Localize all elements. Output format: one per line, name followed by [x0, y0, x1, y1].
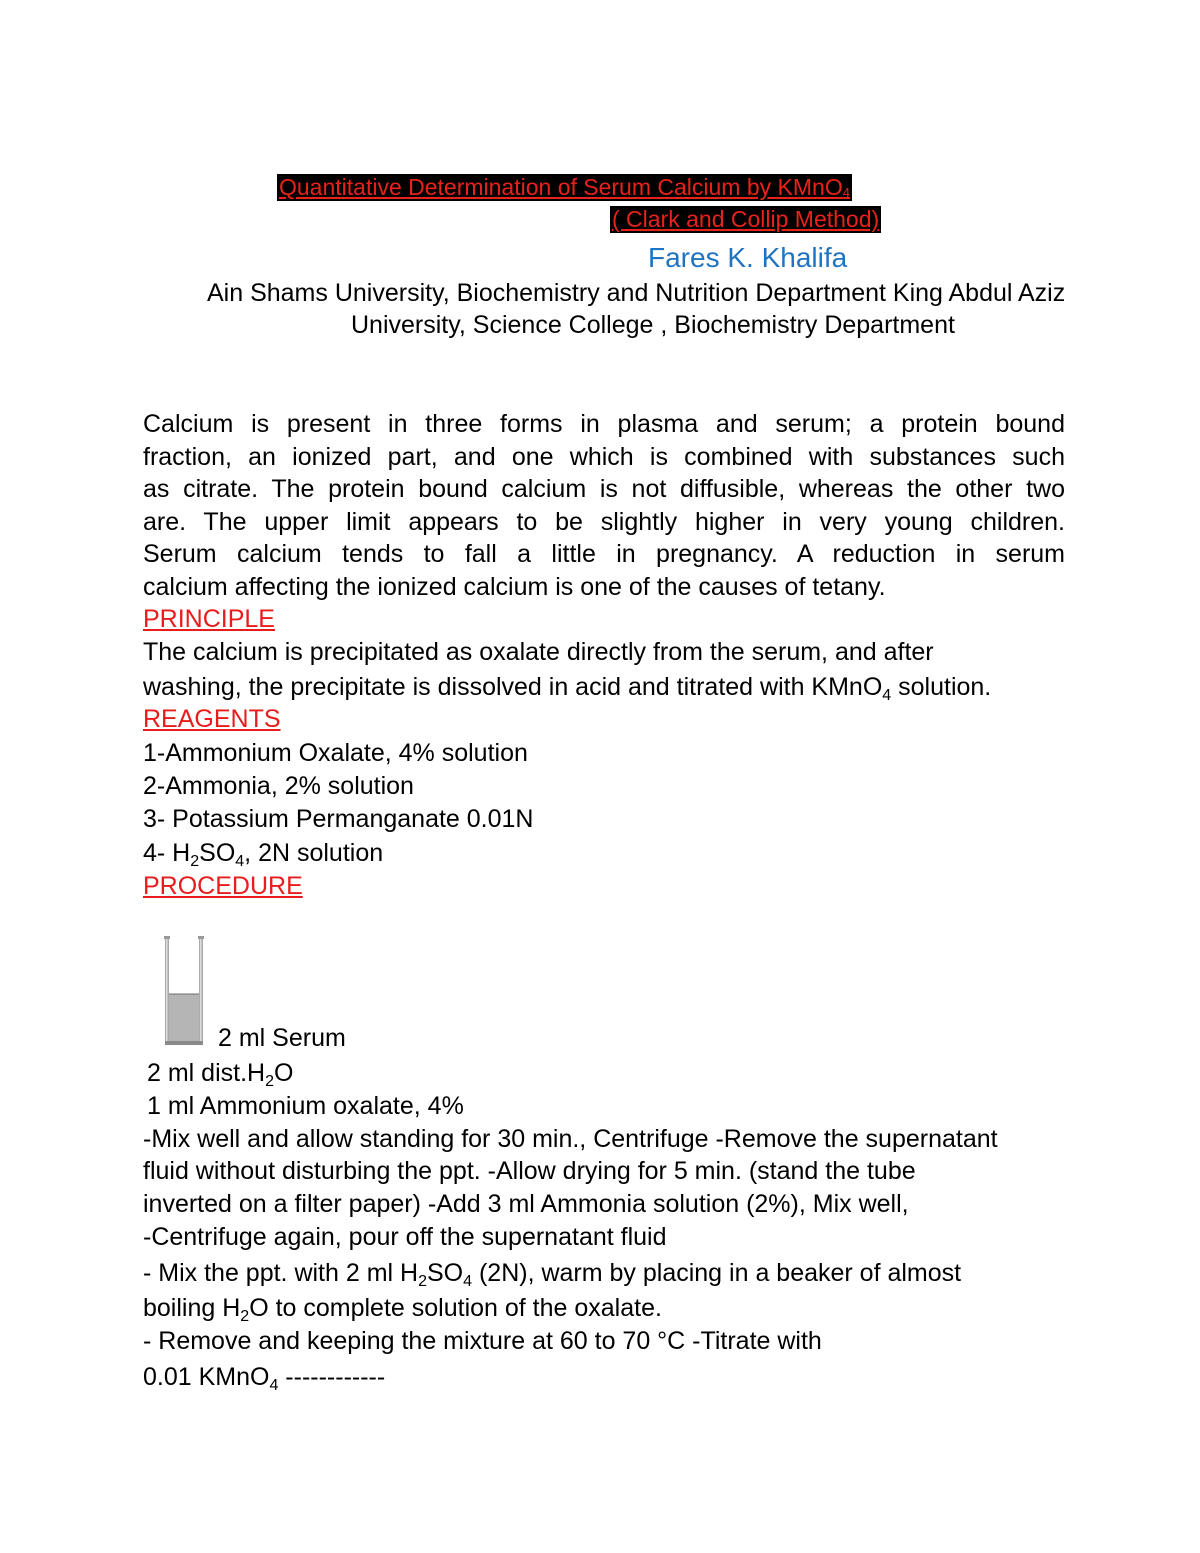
serum-label: 2 ml Serum — [218, 1024, 346, 1052]
procedure-step-line-2: fluid without disturbing the ppt. -Allow drying for 5 min. (stand the tube — [143, 1157, 916, 1185]
procedure-step-line-3: inverted on a filter paper) -Add 3 ml Ammonia solution (2%), Mix well, — [143, 1190, 909, 1218]
procedure-step-line-4: -Centrifuge again, pour off the supernatant fluid — [143, 1223, 667, 1251]
affiliation-line-2: University, Science College , Biochemistry Department — [351, 311, 955, 339]
reagent-item-4: 4- $H_2SO_4$, 2N solution — [143, 839, 384, 870]
principle-line-1: The calcium is precipitated as oxalate directly from the serum, and after — [143, 638, 934, 666]
intro-line: Calcium is present in three forms in plasma and serum; a protein bound — [143, 410, 1065, 438]
intro-line: are. The upper limit appears to be slightly higher in very young children. — [143, 507, 1065, 536]
reagent-item-3: 3- Potassium Permanganate 0.01N — [143, 805, 534, 833]
intro-line: as citrate. The protein bound calcium is not diffusible, whereas the other two — [143, 475, 1065, 504]
author-name: Fares K. Khalifa — [648, 242, 848, 273]
oxalate-line: 1 ml Ammonium oxalate, 4% — [147, 1092, 464, 1120]
reagent-item-2: 2-Ammonia, 2% solution — [143, 772, 414, 800]
procedure-step-line-5: - Mix the ppt. with 2 ml $H_2SO_4$ (2N), warm by placing in a beaker of almost — [143, 1259, 962, 1290]
test-tube-icon — [162, 936, 206, 1046]
intro-line: Serum calcium tends to fall a little in pregnancy. A reduction in serum — [143, 540, 1065, 569]
principle-line-2: washing, the precipitate is dissolved in acid and titrated with KMnO$_4$ solution. — [143, 673, 992, 704]
affiliation-line-1: Ain Shams University, Biochemistry and Nutrition Department King Abdul Aziz — [207, 279, 1066, 307]
intro-line: calcium affecting the ionized calcium is one of the causes of tetany. — [143, 572, 886, 601]
intro-paragraph — [143, 408, 1065, 604]
procedure-heading: PROCEDURE — [143, 872, 303, 900]
water-line: 2 ml $dist.H_2O$ — [147, 1059, 294, 1090]
procedure-step-line-1: -Mix well and allow standing for 30 min., Centrifuge -Remove the supernatant — [143, 1125, 998, 1153]
procedure-step-line-8: 0.01 KMnO$_4$ ------------ — [143, 1363, 386, 1394]
reagents-heading: REAGENTS — [143, 705, 281, 733]
reagent-item-1: 1-Ammonium Oxalate, 4% solution — [143, 739, 528, 767]
intro-line: fraction, an ionized part, and one which is combined with substances such — [143, 442, 1065, 471]
procedure-step-line-7: - Remove and keeping the mixture at 60 to 70 °C -Titrate with — [143, 1327, 822, 1355]
document-subtitle: ( Clark and Collip Method) — [612, 206, 880, 232]
procedure-step-line-6: boiling $H_2O$ to complete solution of the oxalate. — [143, 1294, 662, 1325]
document-title: Quantitative Determination of Serum Calcium by KMnO$_4$ — [279, 174, 850, 200]
principle-heading: PRINCIPLE — [143, 605, 275, 633]
